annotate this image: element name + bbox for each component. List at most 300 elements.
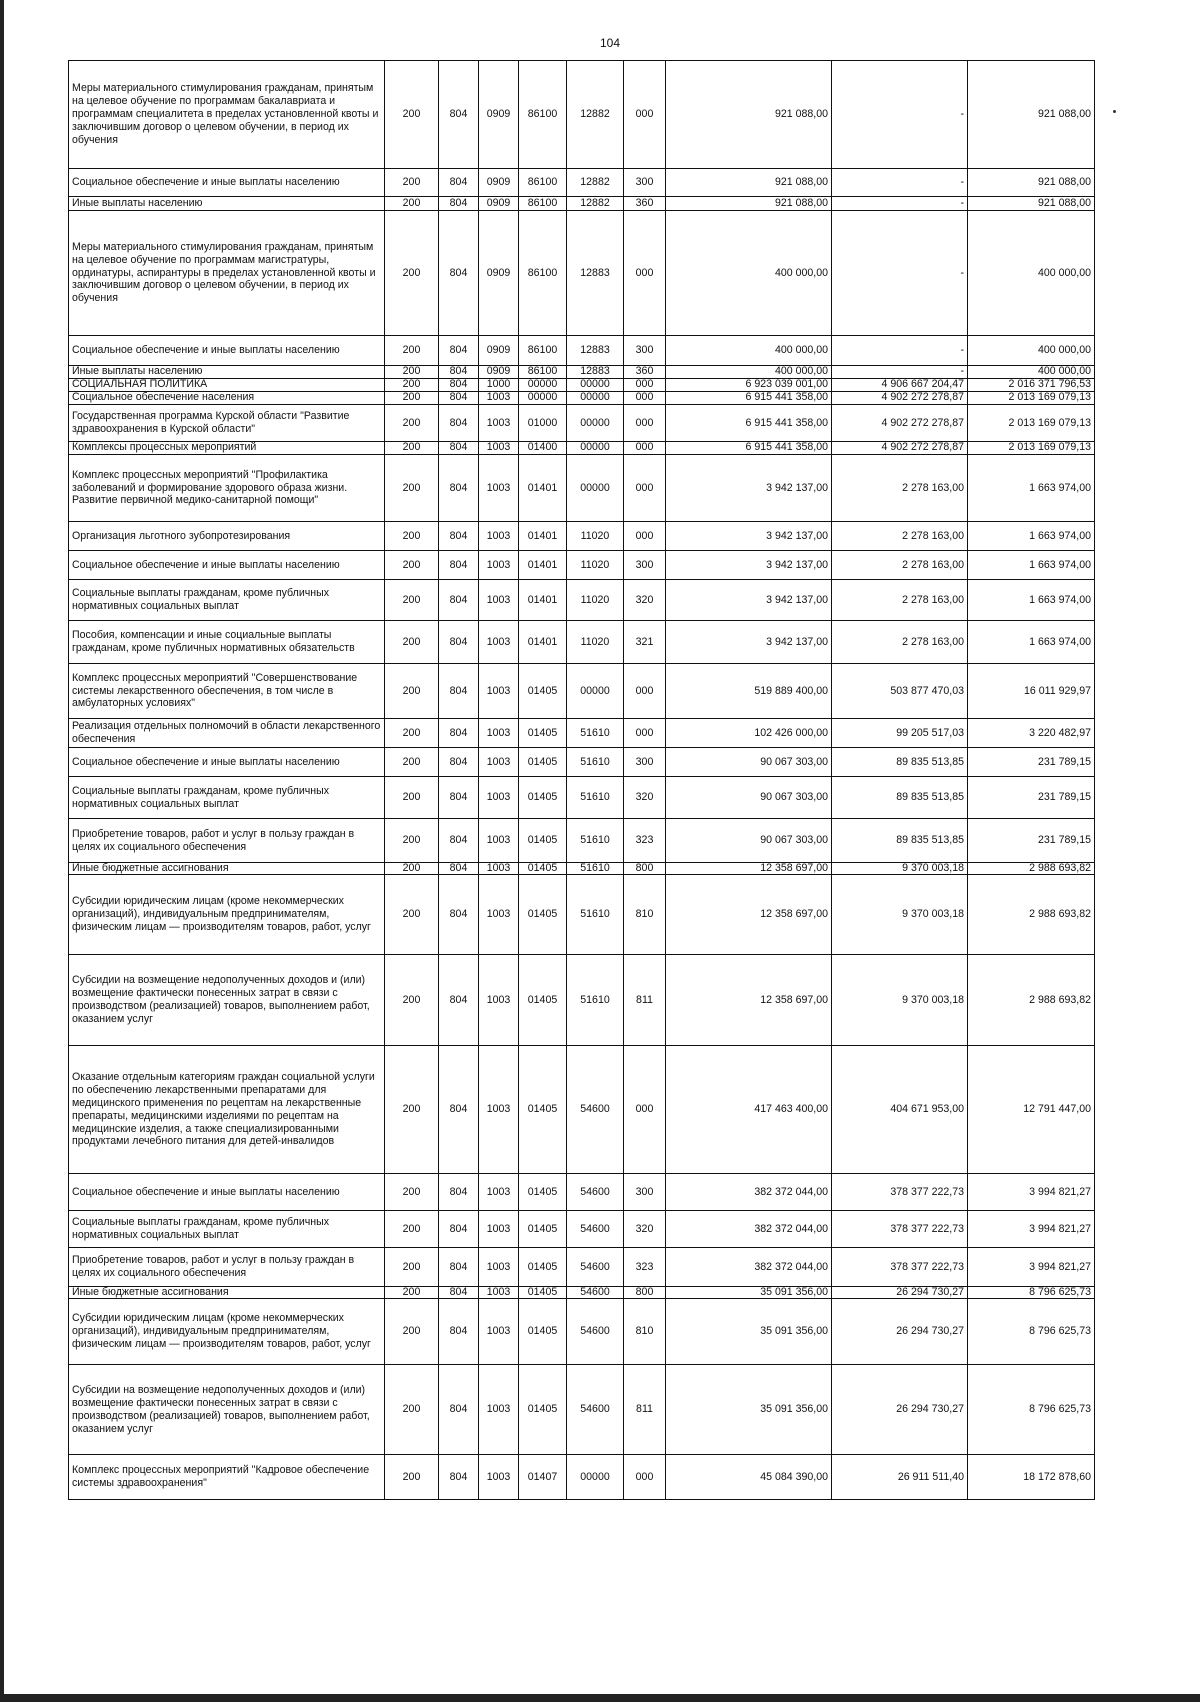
amount-approved: 400 000,00	[666, 336, 832, 366]
code-direction: 51610	[567, 819, 624, 863]
table-row	[69, 863, 1095, 875]
amount-executed: 26 911 511,40	[832, 1455, 968, 1500]
table-row	[69, 336, 1095, 366]
table-row	[69, 955, 1095, 1046]
amount-remaining: 921 088,00	[968, 197, 1095, 211]
code-expense-type: 810	[624, 1299, 666, 1365]
code-admin: 200	[385, 405, 439, 442]
table-row	[69, 664, 1095, 719]
code-ministry: 804	[439, 551, 479, 580]
table-row	[69, 405, 1095, 442]
table-row	[69, 1365, 1095, 1455]
code-program: 01407	[519, 1455, 567, 1500]
code-ministry: 804	[439, 863, 479, 875]
amount-executed: 9 370 003,18	[832, 955, 968, 1046]
amount-approved: 417 463 400,00	[666, 1046, 832, 1174]
amount-approved: 921 088,00	[666, 61, 832, 169]
amount-executed: 378 377 222,73	[832, 1174, 968, 1211]
code-ministry: 804	[439, 197, 479, 211]
code-section: 0909	[479, 366, 519, 379]
code-ministry: 804	[439, 211, 479, 336]
row-name: Социальное обеспечение населения	[69, 392, 385, 405]
code-expense-type: 810	[624, 875, 666, 955]
code-program: 01405	[519, 1046, 567, 1174]
code-program: 01401	[519, 551, 567, 580]
row-name: Комплекс процессных мероприятий "Профилактика заболеваний и формирование здорового образа жизни. Развитие первичной медико-санитарной помощи"	[69, 455, 385, 522]
code-expense-type: 320	[624, 1211, 666, 1248]
code-program: 01401	[519, 522, 567, 551]
code-ministry: 804	[439, 875, 479, 955]
amount-approved: 90 067 303,00	[666, 819, 832, 863]
table-row	[69, 1299, 1095, 1365]
code-admin: 200	[385, 719, 439, 748]
code-program: 01405	[519, 1248, 567, 1287]
code-section: 1003	[479, 621, 519, 664]
amount-executed: 378 377 222,73	[832, 1248, 968, 1287]
code-section: 0909	[479, 211, 519, 336]
code-admin: 200	[385, 522, 439, 551]
code-expense-type: 000	[624, 379, 666, 392]
code-direction: 11020	[567, 621, 624, 664]
code-direction: 12882	[567, 169, 624, 197]
amount-remaining: 1 663 974,00	[968, 580, 1095, 621]
code-section: 1003	[479, 1287, 519, 1299]
code-section: 0909	[479, 336, 519, 366]
code-direction: 12882	[567, 61, 624, 169]
code-section: 1003	[479, 863, 519, 875]
code-expense-type: 000	[624, 1046, 666, 1174]
code-ministry: 804	[439, 1455, 479, 1500]
code-direction: 00000	[567, 1455, 624, 1500]
code-expense-type: 300	[624, 336, 666, 366]
code-expense-type: 300	[624, 169, 666, 197]
row-name: Субсидии юридическим лицам (кроме некоммерческих организаций), индивидуальным предпринимателям, физическим лицам — производителям товаров, работ, услуг	[69, 875, 385, 955]
code-section: 1003	[479, 748, 519, 777]
code-admin: 200	[385, 392, 439, 405]
code-admin: 200	[385, 777, 439, 819]
code-expense-type: 300	[624, 1174, 666, 1211]
code-admin: 200	[385, 551, 439, 580]
row-name: Социальные выплаты гражданам, кроме публичных нормативных социальных выплат	[69, 1211, 385, 1248]
code-section: 1003	[479, 455, 519, 522]
code-admin: 200	[385, 169, 439, 197]
code-direction: 54600	[567, 1211, 624, 1248]
code-program: 86100	[519, 197, 567, 211]
amount-executed: 89 835 513,85	[832, 819, 968, 863]
amount-remaining: 8 796 625,73	[968, 1299, 1095, 1365]
amount-approved: 519 889 400,00	[666, 664, 832, 719]
code-program: 01401	[519, 455, 567, 522]
code-expense-type: 811	[624, 955, 666, 1046]
code-admin: 200	[385, 211, 439, 336]
code-ministry: 804	[439, 169, 479, 197]
code-program: 86100	[519, 366, 567, 379]
code-section: 1003	[479, 955, 519, 1046]
row-name: Приобретение товаров, работ и услуг в пользу граждан в целях их социального обеспечения	[69, 819, 385, 863]
code-ministry: 804	[439, 366, 479, 379]
code-section: 1003	[479, 1046, 519, 1174]
code-program: 01405	[519, 748, 567, 777]
amount-approved: 3 942 137,00	[666, 621, 832, 664]
code-ministry: 804	[439, 1299, 479, 1365]
table-row	[69, 1287, 1095, 1299]
code-program: 01401	[519, 621, 567, 664]
code-direction: 51610	[567, 777, 624, 819]
row-name: Государственная программа Курской области "Развитие здравоохранения в Курской области"	[69, 405, 385, 442]
code-section: 1003	[479, 1455, 519, 1500]
code-direction: 54600	[567, 1174, 624, 1211]
code-ministry: 804	[439, 336, 479, 366]
code-admin: 200	[385, 580, 439, 621]
code-ministry: 804	[439, 1365, 479, 1455]
code-program: 01405	[519, 955, 567, 1046]
code-direction: 00000	[567, 405, 624, 442]
table-row	[69, 61, 1095, 169]
table-row	[69, 455, 1095, 522]
code-section: 1003	[479, 1299, 519, 1365]
code-section: 1003	[479, 442, 519, 455]
code-ministry: 804	[439, 664, 479, 719]
table-row	[69, 1174, 1095, 1211]
row-name: Иные бюджетные ассигнования	[69, 1287, 385, 1299]
code-admin: 200	[385, 1365, 439, 1455]
code-direction: 11020	[567, 580, 624, 621]
scan-edge-bottom	[0, 1694, 1200, 1702]
table-row	[69, 551, 1095, 580]
amount-executed: -	[832, 366, 968, 379]
code-section: 1003	[479, 1174, 519, 1211]
code-ministry: 804	[439, 748, 479, 777]
amount-approved: 3 942 137,00	[666, 522, 832, 551]
scan-edge-left	[0, 0, 4, 1702]
amount-approved: 90 067 303,00	[666, 777, 832, 819]
code-expense-type: 320	[624, 777, 666, 819]
code-direction: 00000	[567, 664, 624, 719]
amount-executed: 404 671 953,00	[832, 1046, 968, 1174]
amount-remaining: 1 663 974,00	[968, 522, 1095, 551]
amount-executed: -	[832, 197, 968, 211]
amount-approved: 3 942 137,00	[666, 580, 832, 621]
code-program: 00000	[519, 392, 567, 405]
amount-executed: 9 370 003,18	[832, 863, 968, 875]
amount-approved: 3 942 137,00	[666, 551, 832, 580]
amount-executed: -	[832, 169, 968, 197]
row-name: Социальное обеспечение и иные выплаты населению	[69, 1174, 385, 1211]
code-admin: 200	[385, 61, 439, 169]
code-direction: 00000	[567, 392, 624, 405]
code-direction: 54600	[567, 1248, 624, 1287]
code-program: 01401	[519, 580, 567, 621]
code-program: 01400	[519, 442, 567, 455]
table-row	[69, 366, 1095, 379]
row-name: Меры материального стимулирования гражданам, принятым на целевое обучение по программам бакалавриата и программам специалитета в пределах установленной квоты и заключившим договор о целевом обучении, в период их обучения	[69, 61, 385, 169]
code-admin: 200	[385, 336, 439, 366]
code-program: 01405	[519, 819, 567, 863]
code-admin: 200	[385, 379, 439, 392]
code-section: 1003	[479, 719, 519, 748]
code-admin: 200	[385, 1248, 439, 1287]
code-direction: 51610	[567, 748, 624, 777]
code-admin: 200	[385, 1211, 439, 1248]
code-ministry: 804	[439, 379, 479, 392]
amount-executed: -	[832, 336, 968, 366]
amount-remaining: 3 220 482,97	[968, 719, 1095, 748]
amount-remaining: 1 663 974,00	[968, 551, 1095, 580]
code-ministry: 804	[439, 522, 479, 551]
code-expense-type: 360	[624, 366, 666, 379]
code-section: 1000	[479, 379, 519, 392]
amount-executed: 9 370 003,18	[832, 875, 968, 955]
row-name: Иные выплаты населению	[69, 197, 385, 211]
row-name: Комплекс процессных мероприятий "Кадровое обеспечение системы здравоохранения"	[69, 1455, 385, 1500]
code-expense-type: 320	[624, 580, 666, 621]
code-expense-type: 323	[624, 1248, 666, 1287]
amount-approved: 6 915 441 358,00	[666, 442, 832, 455]
table-row	[69, 1211, 1095, 1248]
code-program: 01405	[519, 777, 567, 819]
code-ministry: 804	[439, 405, 479, 442]
code-section: 1003	[479, 1211, 519, 1248]
row-name: Пособия, компенсации и иные социальные выплаты гражданам, кроме публичных нормативных обязательств	[69, 621, 385, 664]
amount-executed: 4 906 667 204,47	[832, 379, 968, 392]
amount-remaining: 921 088,00	[968, 169, 1095, 197]
amount-remaining: 400 000,00	[968, 336, 1095, 366]
table-row	[69, 748, 1095, 777]
amount-remaining: 3 994 821,27	[968, 1211, 1095, 1248]
code-admin: 200	[385, 875, 439, 955]
row-name: Социальное обеспечение и иные выплаты населению	[69, 551, 385, 580]
code-admin: 200	[385, 1455, 439, 1500]
amount-remaining: 1 663 974,00	[968, 455, 1095, 522]
code-section: 1003	[479, 522, 519, 551]
row-name: Социальное обеспечение и иные выплаты населению	[69, 169, 385, 197]
code-section: 1003	[479, 580, 519, 621]
code-expense-type: 000	[624, 211, 666, 336]
amount-approved: 382 372 044,00	[666, 1248, 832, 1287]
amount-approved: 12 358 697,00	[666, 863, 832, 875]
code-ministry: 804	[439, 61, 479, 169]
amount-remaining: 1 663 974,00	[968, 621, 1095, 664]
amount-executed: 2 278 163,00	[832, 551, 968, 580]
code-admin: 200	[385, 819, 439, 863]
table-row	[69, 819, 1095, 863]
code-program: 01405	[519, 719, 567, 748]
code-expense-type: 800	[624, 1287, 666, 1299]
code-expense-type: 000	[624, 522, 666, 551]
amount-executed: 99 205 517,03	[832, 719, 968, 748]
code-direction: 12883	[567, 336, 624, 366]
code-expense-type: 300	[624, 748, 666, 777]
code-admin: 200	[385, 455, 439, 522]
row-name: Социальное обеспечение и иные выплаты населению	[69, 748, 385, 777]
code-expense-type: 000	[624, 61, 666, 169]
code-program: 01405	[519, 664, 567, 719]
table-row	[69, 1455, 1095, 1500]
row-name: Меры материального стимулирования гражданам, принятым на целевое обучение по программам магистратуры, ординатуры, аспирантуры в пределах установленной квоты и заключившим договор о целевом обучении, в период их обучения	[69, 211, 385, 336]
code-admin: 200	[385, 1299, 439, 1365]
code-expense-type: 000	[624, 1455, 666, 1500]
code-direction: 00000	[567, 442, 624, 455]
amount-approved: 921 088,00	[666, 197, 832, 211]
code-direction: 51610	[567, 863, 624, 875]
amount-remaining: 3 994 821,27	[968, 1248, 1095, 1287]
amount-executed: 4 902 272 278,87	[832, 405, 968, 442]
code-section: 0909	[479, 169, 519, 197]
code-ministry: 804	[439, 442, 479, 455]
code-direction: 11020	[567, 551, 624, 580]
code-expense-type: 300	[624, 551, 666, 580]
code-program: 00000	[519, 379, 567, 392]
amount-executed: -	[832, 211, 968, 336]
amount-approved: 102 426 000,00	[666, 719, 832, 748]
code-expense-type: 000	[624, 442, 666, 455]
table-row	[69, 1248, 1095, 1287]
code-admin: 200	[385, 1287, 439, 1299]
amount-remaining: 12 791 447,00	[968, 1046, 1095, 1174]
row-name: Организация льготного зубопротезирования	[69, 522, 385, 551]
code-program: 86100	[519, 336, 567, 366]
table-row	[69, 522, 1095, 551]
code-expense-type: 000	[624, 405, 666, 442]
code-direction: 12883	[567, 211, 624, 336]
table-row	[69, 379, 1095, 392]
table-row	[69, 197, 1095, 211]
amount-remaining: 3 994 821,27	[968, 1174, 1095, 1211]
code-direction: 51610	[567, 719, 624, 748]
amount-approved: 382 372 044,00	[666, 1211, 832, 1248]
amount-remaining: 2 016 371 796,53	[968, 379, 1095, 392]
code-admin: 200	[385, 748, 439, 777]
row-name: Субсидии юридическим лицам (кроме некоммерческих организаций), индивидуальным предпринимателям, физическим лицам — производителям товаров, работ, услуг	[69, 1299, 385, 1365]
code-admin: 200	[385, 197, 439, 211]
row-name: Комплексы процессных мероприятий	[69, 442, 385, 455]
code-admin: 200	[385, 1046, 439, 1174]
page-number: 104	[599, 36, 621, 50]
code-ministry: 804	[439, 1174, 479, 1211]
table-row	[69, 442, 1095, 455]
code-section: 1003	[479, 777, 519, 819]
amount-approved: 400 000,00	[666, 211, 832, 336]
row-name: Субсидии на возмещение недополученных доходов и (или) возмещение фактически понесенных затрат в связи с производством (реализацией) товаров, выполнением работ, оказанием услуг	[69, 955, 385, 1046]
row-name: СОЦИАЛЬНАЯ ПОЛИТИКА	[69, 379, 385, 392]
amount-remaining: 231 789,15	[968, 819, 1095, 863]
code-program: 86100	[519, 169, 567, 197]
code-ministry: 804	[439, 719, 479, 748]
amount-executed: 89 835 513,85	[832, 748, 968, 777]
code-section: 1003	[479, 392, 519, 405]
code-expense-type: 000	[624, 455, 666, 522]
row-name: Иные выплаты населению	[69, 366, 385, 379]
amount-approved: 90 067 303,00	[666, 748, 832, 777]
amount-executed: 4 902 272 278,87	[832, 442, 968, 455]
code-expense-type: 000	[624, 392, 666, 405]
code-expense-type: 800	[624, 863, 666, 875]
code-ministry: 804	[439, 777, 479, 819]
row-name: Социальные выплаты гражданам, кроме публичных нормативных социальных выплат	[69, 777, 385, 819]
code-section: 1003	[479, 1365, 519, 1455]
amount-remaining: 2 013 169 079,13	[968, 442, 1095, 455]
code-program: 86100	[519, 61, 567, 169]
table-row	[69, 777, 1095, 819]
code-expense-type: 323	[624, 819, 666, 863]
amount-approved: 382 372 044,00	[666, 1174, 832, 1211]
row-name: Реализация отдельных полномочий в области лекарственного обеспечения	[69, 719, 385, 748]
code-admin: 200	[385, 442, 439, 455]
code-section: 1003	[479, 1248, 519, 1287]
amount-remaining: 18 172 878,60	[968, 1455, 1095, 1500]
table-row	[69, 169, 1095, 197]
amount-executed: 2 278 163,00	[832, 522, 968, 551]
amount-executed: 2 278 163,00	[832, 455, 968, 522]
budget-table	[68, 60, 1095, 1500]
amount-approved: 3 942 137,00	[666, 455, 832, 522]
code-ministry: 804	[439, 1287, 479, 1299]
code-program: 01405	[519, 1365, 567, 1455]
code-section: 0909	[479, 61, 519, 169]
amount-approved: 400 000,00	[666, 366, 832, 379]
code-expense-type: 000	[624, 719, 666, 748]
row-name: Приобретение товаров, работ и услуг в пользу граждан в целях их социального обеспечения	[69, 1248, 385, 1287]
scan-speck	[1113, 110, 1116, 113]
amount-executed: 2 278 163,00	[832, 580, 968, 621]
code-direction: 54600	[567, 1287, 624, 1299]
amount-executed: 503 877 470,03	[832, 664, 968, 719]
amount-remaining: 921 088,00	[968, 61, 1095, 169]
amount-executed: 89 835 513,85	[832, 777, 968, 819]
code-ministry: 804	[439, 1248, 479, 1287]
amount-approved: 35 091 356,00	[666, 1299, 832, 1365]
amount-remaining: 2 988 693,82	[968, 955, 1095, 1046]
amount-remaining: 8 796 625,73	[968, 1287, 1095, 1299]
amount-approved: 6 923 039 001,00	[666, 379, 832, 392]
code-direction: 54600	[567, 1299, 624, 1365]
code-admin: 200	[385, 621, 439, 664]
code-direction: 51610	[567, 875, 624, 955]
code-ministry: 804	[439, 819, 479, 863]
amount-approved: 35 091 356,00	[666, 1287, 832, 1299]
amount-approved: 6 915 441 358,00	[666, 392, 832, 405]
table-row	[69, 719, 1095, 748]
amount-remaining: 16 011 929,97	[968, 664, 1095, 719]
code-direction: 00000	[567, 455, 624, 522]
amount-remaining: 2 013 169 079,13	[968, 392, 1095, 405]
code-program: 01405	[519, 1287, 567, 1299]
code-program: 01405	[519, 875, 567, 955]
code-ministry: 804	[439, 455, 479, 522]
code-expense-type: 811	[624, 1365, 666, 1455]
code-expense-type: 360	[624, 197, 666, 211]
code-direction: 12882	[567, 197, 624, 211]
row-name: Социальное обеспечение и иные выплаты населению	[69, 336, 385, 366]
code-program: 01405	[519, 1174, 567, 1211]
amount-remaining: 231 789,15	[968, 748, 1095, 777]
amount-executed: 26 294 730,27	[832, 1299, 968, 1365]
code-admin: 200	[385, 366, 439, 379]
amount-remaining: 231 789,15	[968, 777, 1095, 819]
amount-approved: 12 358 697,00	[666, 875, 832, 955]
table-row	[69, 621, 1095, 664]
amount-executed: -	[832, 61, 968, 169]
code-program: 01405	[519, 1299, 567, 1365]
row-name: Социальные выплаты гражданам, кроме публичных нормативных социальных выплат	[69, 580, 385, 621]
table-row	[69, 580, 1095, 621]
amount-remaining: 2 013 169 079,13	[968, 405, 1095, 442]
code-expense-type: 321	[624, 621, 666, 664]
code-direction: 11020	[567, 522, 624, 551]
code-admin: 200	[385, 664, 439, 719]
amount-remaining: 400 000,00	[968, 366, 1095, 379]
row-name: Комплекс процессных мероприятий "Совершенствование системы лекарственного обеспечения, в том числе в амбулаторных условиях"	[69, 664, 385, 719]
